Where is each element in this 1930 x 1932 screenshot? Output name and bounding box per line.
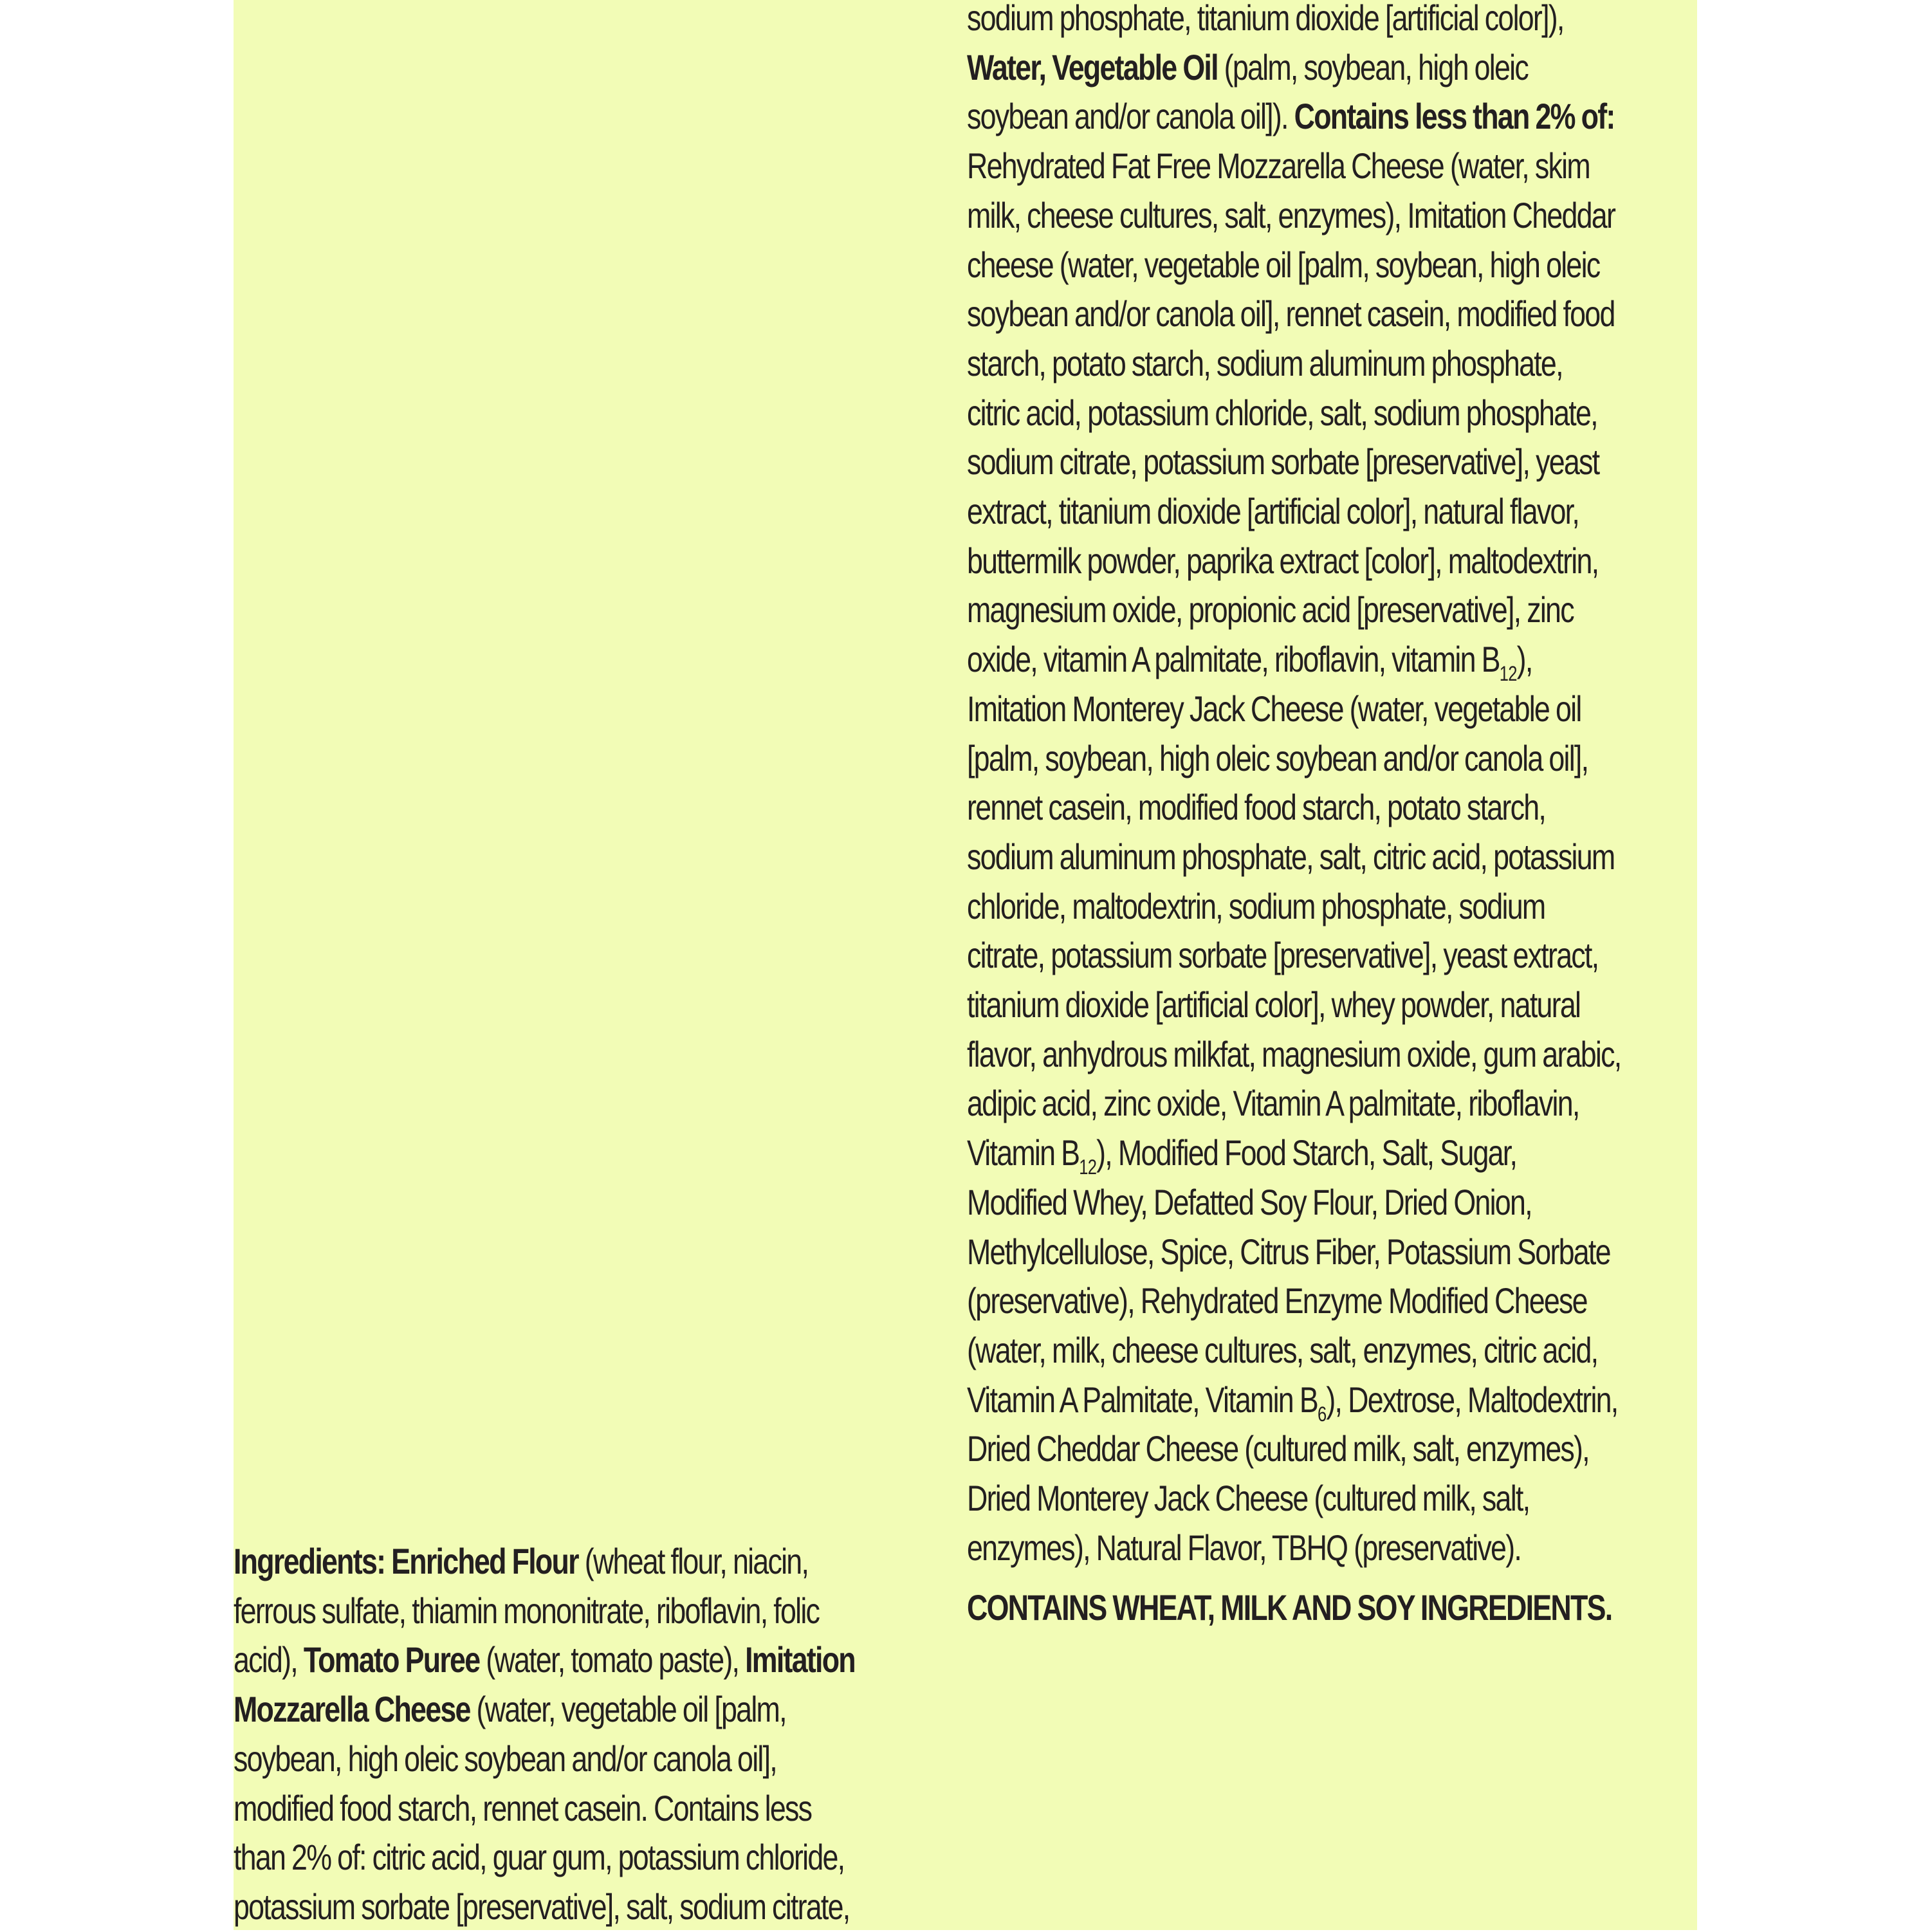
right-line [967, 1178, 1551, 1228]
left-segment: potassium sorbate [preservative], salt, sodium citrate, [234, 1886, 850, 1927]
right-line [967, 43, 1551, 93]
right-segment: Vitamin B [967, 1132, 1080, 1173]
right-line [967, 142, 1590, 191]
right-line [967, 339, 1563, 389]
right-segment: Methylcellulose, Spice, Citrus Fiber, Potassium Sorbate [967, 1231, 1610, 1272]
right-segment: titanium dioxide [artificial color], whey powder, natural [967, 984, 1581, 1026]
right-line [967, 685, 1581, 734]
right-segment: sodium aluminum phosphate, salt, citric acid, potassium [967, 836, 1615, 877]
left-segment: than 2% of: citric acid, guar gum, potassium chloride, [234, 1837, 845, 1878]
right-line [967, 1030, 1621, 1080]
right-line [967, 882, 1551, 932]
left-segment: Imitation [745, 1639, 855, 1680]
right-segment: 6 [1317, 1402, 1327, 1426]
right-segment: enzymes), Natural Flavor, TBHQ (preservative). [967, 1527, 1521, 1568]
right-line [967, 783, 1551, 833]
right-line [967, 734, 1588, 784]
right-segment: (palm, soybean, high oleic [1217, 46, 1528, 87]
right-line [967, 241, 1600, 290]
right-segment: buttermilk powder, paprika extract [color], maltodextrin, [967, 540, 1599, 581]
right-segment: chloride, maltodextrin, sodium phosphate, sodium [967, 885, 1545, 926]
right-line [967, 92, 1615, 142]
ingredients-right-wrap [967, 0, 1621, 1632]
right-line [967, 1375, 1618, 1426]
left-line [234, 1734, 811, 1784]
right-line [967, 389, 1597, 438]
right-line [967, 1276, 1587, 1326]
left-segment: Mozzarella Cheese [234, 1689, 470, 1730]
right-segment: (water, milk, cheese cultures, salt, enzymes, citric acid, [967, 1329, 1598, 1370]
left-segment: (water, vegetable oil [palm, [470, 1689, 786, 1730]
right-segment: rennet casein, modified food starch, potato starch, [967, 787, 1546, 828]
left-line [234, 1537, 811, 1587]
left-line [234, 1685, 811, 1734]
right-segment: soybean and/or canola oil]). [967, 96, 1294, 137]
left-line [234, 1882, 850, 1932]
left-line [234, 1587, 820, 1636]
right-segment: Dried Cheddar Cheese (cultured milk, salt, enzymes), [967, 1428, 1589, 1469]
right-segment: adipic acid, zinc oxide, Vitamin A palmitate, riboflavin, [967, 1083, 1579, 1124]
right-segment: sodium citrate, potassium sorbate [preservative], yeast [967, 441, 1599, 483]
right-segment: Contains less than 2% of: [1294, 96, 1615, 137]
right-segment: milk, cheese cultures, salt, enzymes), Imitation Cheddar [967, 194, 1615, 235]
right-segment: Imitation Monterey Jack Cheese (water, vegetable oil [967, 688, 1581, 729]
right-line [967, 1474, 1551, 1523]
right-line [967, 191, 1615, 241]
right-segment: ), [1516, 639, 1532, 680]
left-line [234, 1784, 811, 1834]
right-segment: Rehydrated Fat Free Mozzarella Cheese (water, skim [967, 145, 1590, 187]
left-segment: acid), [234, 1639, 304, 1680]
right-segment: Modified Whey, Defatted Soy Flour, Dried Onion, [967, 1181, 1532, 1222]
right-line [967, 290, 1615, 339]
left-line [234, 1833, 845, 1882]
right-segment: ), Dextrose, Maltodextrin, [1326, 1379, 1618, 1420]
right-segment: oxide, vitamin A palmitate, riboflavin, vitamin B [967, 639, 1500, 680]
left-segment: modified food starch, rennet casein. Contains less [234, 1787, 812, 1828]
right-segment: sodium phosphate, titanium dioxide [artificial color]), [967, 0, 1564, 38]
right-segment: [palm, soybean, high oleic soybean and/or canola oil], [967, 737, 1588, 778]
left-segment: soybean, high oleic soybean and/or canola oil], [234, 1738, 777, 1779]
right-segment: 12 [1079, 1155, 1097, 1179]
right-segment: flavor, anhydrous milkfat, magnesium oxide, gum arabic, [967, 1033, 1621, 1074]
right-line [967, 585, 1574, 635]
right-segment: magnesium oxide, propionic acid [preservative], zinc [967, 589, 1574, 630]
right-segment: Water, Vegetable Oil [967, 46, 1218, 87]
right-segment: 12 [1499, 662, 1517, 686]
right-line [967, 1523, 1551, 1573]
right-segment: citrate, potassium sorbate [preservative], yeast extract, [967, 935, 1599, 976]
right-line [967, 487, 1579, 537]
right-segment: soybean and/or canola oil], rennet casein, modified food [967, 293, 1615, 335]
right-segment: extract, titanium dioxide [artificial color], natural flavor, [967, 491, 1579, 532]
right-line [967, 1424, 1589, 1474]
right-line [967, 1079, 1579, 1128]
right-line [967, 1128, 1551, 1178]
ingredients-left-column [234, 1537, 955, 1932]
right-segment: (preservative), Rehydrated Enzyme Modified Cheese [967, 1280, 1587, 1321]
right-line [967, 931, 1599, 980]
right-segment: Vitamin A Palmitate, Vitamin B [967, 1379, 1318, 1420]
right-segment: starch, potato starch, sodium aluminum phosphate, [967, 342, 1563, 383]
right-segment: Dried Monterey Jack Cheese (cultured milk, salt, [967, 1478, 1530, 1519]
left-line [234, 1635, 855, 1685]
ingredients-left-lines [234, 1537, 855, 1932]
left-segment: (wheat flour, niacin, [578, 1541, 809, 1581]
right-line [967, 1228, 1610, 1277]
ingredients-right-column [967, 0, 1697, 1632]
left-segment: Tomato Puree [303, 1639, 480, 1680]
allergen-statement: CONTAINS WHEAT, MILK AND SOY INGREDIENTS. [967, 1587, 1612, 1628]
ingredients-right-lines [967, 0, 1621, 1573]
left-segment: ferrous sulfate, thiamin mononitrate, riboflavin, folic [234, 1590, 820, 1631]
right-segment: citric acid, potassium chloride, salt, sodium phosphate, [967, 392, 1597, 433]
right-segment: cheese (water, vegetable oil [palm, soybean, high oleic [967, 244, 1600, 285]
right-line [967, 833, 1615, 882]
right-line [967, 537, 1599, 586]
right-line [967, 635, 1551, 685]
right-line [967, 437, 1599, 487]
left-segment: (water, tomato paste), [479, 1639, 746, 1680]
right-segment: ), Modified Food Starch, Salt, Sugar, [1096, 1132, 1517, 1173]
right-line [967, 980, 1581, 1030]
left-segment: Ingredients: Enriched Flour [234, 1541, 578, 1581]
right-line [967, 1326, 1598, 1375]
right-line [967, 0, 1564, 43]
